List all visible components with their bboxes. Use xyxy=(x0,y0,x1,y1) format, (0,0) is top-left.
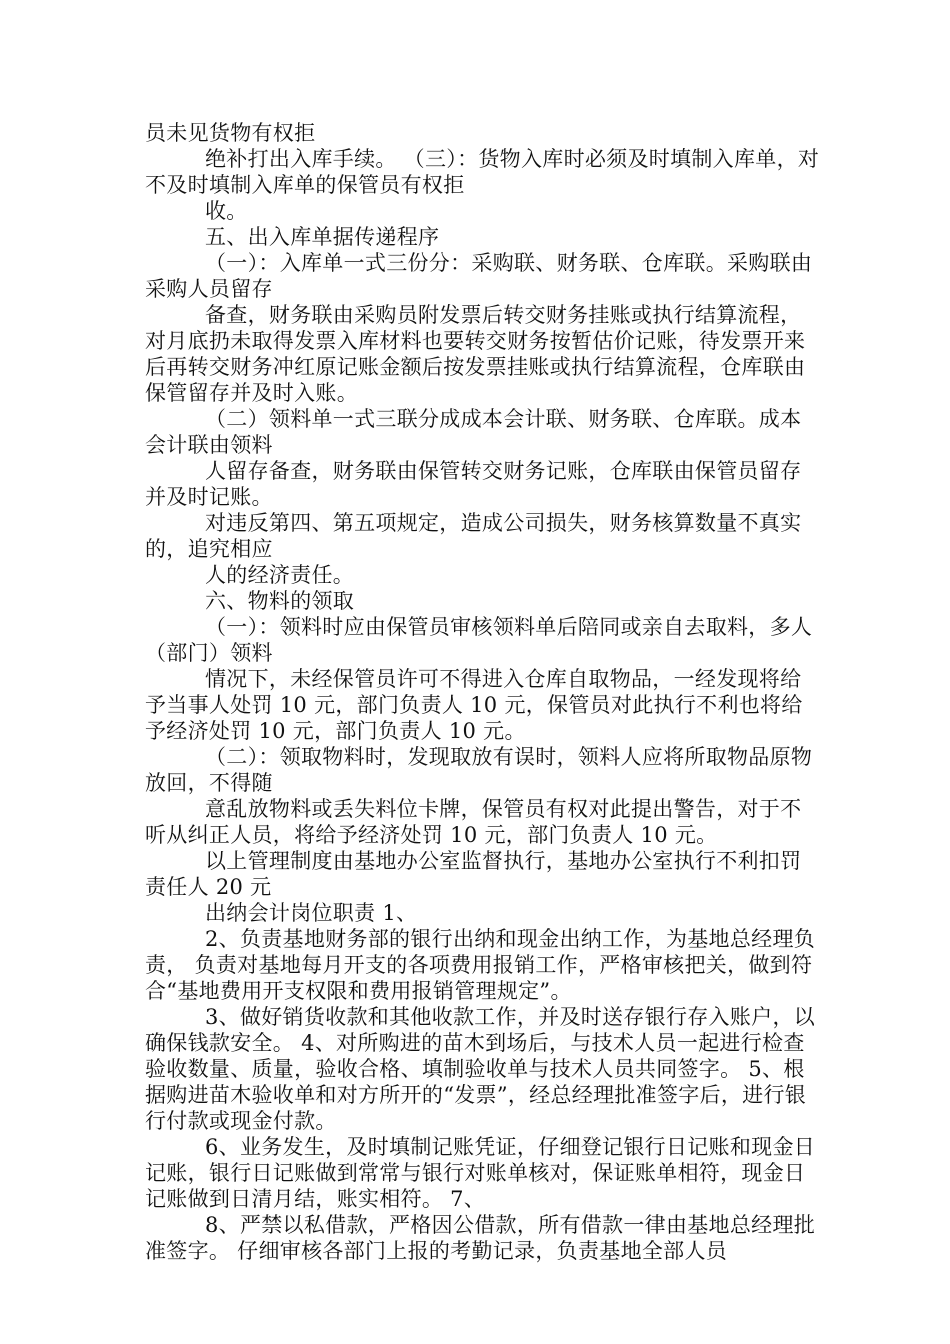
paragraph: （一）：入库单一式三份分：采购联、财务联、仓库联。采购联由采购人员留存 xyxy=(145,251,813,301)
paragraph: 人留存备查，财务联由保管转交财务记账，仓库联由保管员留存并及时记账。 xyxy=(145,459,802,509)
paragraph: （二）：领取物料时，发现取放有误时，领料人应将所取物品原物放回，不得随 xyxy=(145,745,813,795)
paragraph: （二）领料单一式三联分成成本会计联、财务联、仓库联。成本会计联由领料 xyxy=(145,407,802,457)
paragraph: 意乱放物料或丢失料位卡牌，保管员有权对此提出警告，对于不听从纠正人员，将给予经济处罚 10 元，部门负责人 10 元。 xyxy=(145,797,802,847)
paragraph: 2、负责基地财务部的银行出纳和现金出纳工作，为基地总经理负责， 负责对基地每月开支的各项费用报销工作，严格审核把关，做到符合“基地费用开支权限和费用报销管理规定”。 xyxy=(145,927,816,1003)
paragraph: 备查，财务联由采购员附发票后转交财务挂账或执行结算流程，对月底扔未取得发票入库材料也要转交财务按暂估价记账，待发票开来后再转交财务冲红原记账金额后按发票挂账或执行结算流程，仓库联由保管留存并及时入账。 xyxy=(145,303,806,405)
paragraph: 人的经济责任。 xyxy=(205,563,355,587)
paragraph: 收。 xyxy=(205,199,248,223)
paragraph: 以上管理制度由基地办公室监督执行，基地办公室执行不利扣罚责任人 20 元 xyxy=(145,849,802,899)
paragraph: 对违反第四、第五项规定，造成公司损失，财务核算数量不真实的，追究相应 xyxy=(145,511,802,561)
document-body xyxy=(145,120,820,1264)
section-heading: 五、出入库单据传递程序 xyxy=(205,225,440,249)
paragraph: 绝补打出入库手续。 （三）：货物入库时必须及时填制入库单，对不及时填制入库单的保管员有权拒 xyxy=(145,147,820,197)
paragraph: （一）：领料时应由保管员审核领料单后陪同或亲自去取料，多人（部门）领料 xyxy=(145,615,813,665)
paragraph: 情况下，未经保管员许可不得进入仓库自取物品，一经发现将给予当事人处罚 10 元，部门负责人 10 元，保管员对此执行不利也将给予经济处罚 10 元，部门负责人 10 元。 xyxy=(145,667,803,743)
section-heading: 六、物料的领取 xyxy=(205,589,355,613)
paragraph: 6、业务发生，及时填制记账凭证，仔细登记银行日记账和现金日记账，银行日记账做到常常与银行对账单核对，保证账单相符，现金日记账做到日清月结，账实相符。 7、 xyxy=(145,1135,816,1211)
section-heading: 出纳会计岗位职责 1、 xyxy=(205,901,418,925)
paragraph: 8、严禁以私借款，严格因公借款，所有借款一律由基地总经理批准签字。 仔细审核各部门上报的考勤记录，负责基地全部人员 xyxy=(145,1213,816,1263)
paragraph: 3、做好销货收款和其他收款工作，并及时送存银行存入账户，以确保钱款安全。 4、对所购进的苗木到场后，与技术人员一起进行检查验收数量、质量，验收合格、填制验收单与技术人员共同签字。 5、根据购进苗木验收单和对方所开的“发票”，经总经理批准签字后，进行银行付款或现金付款。 xyxy=(145,1005,816,1133)
paragraph: 员未见货物有权拒 xyxy=(145,121,316,145)
